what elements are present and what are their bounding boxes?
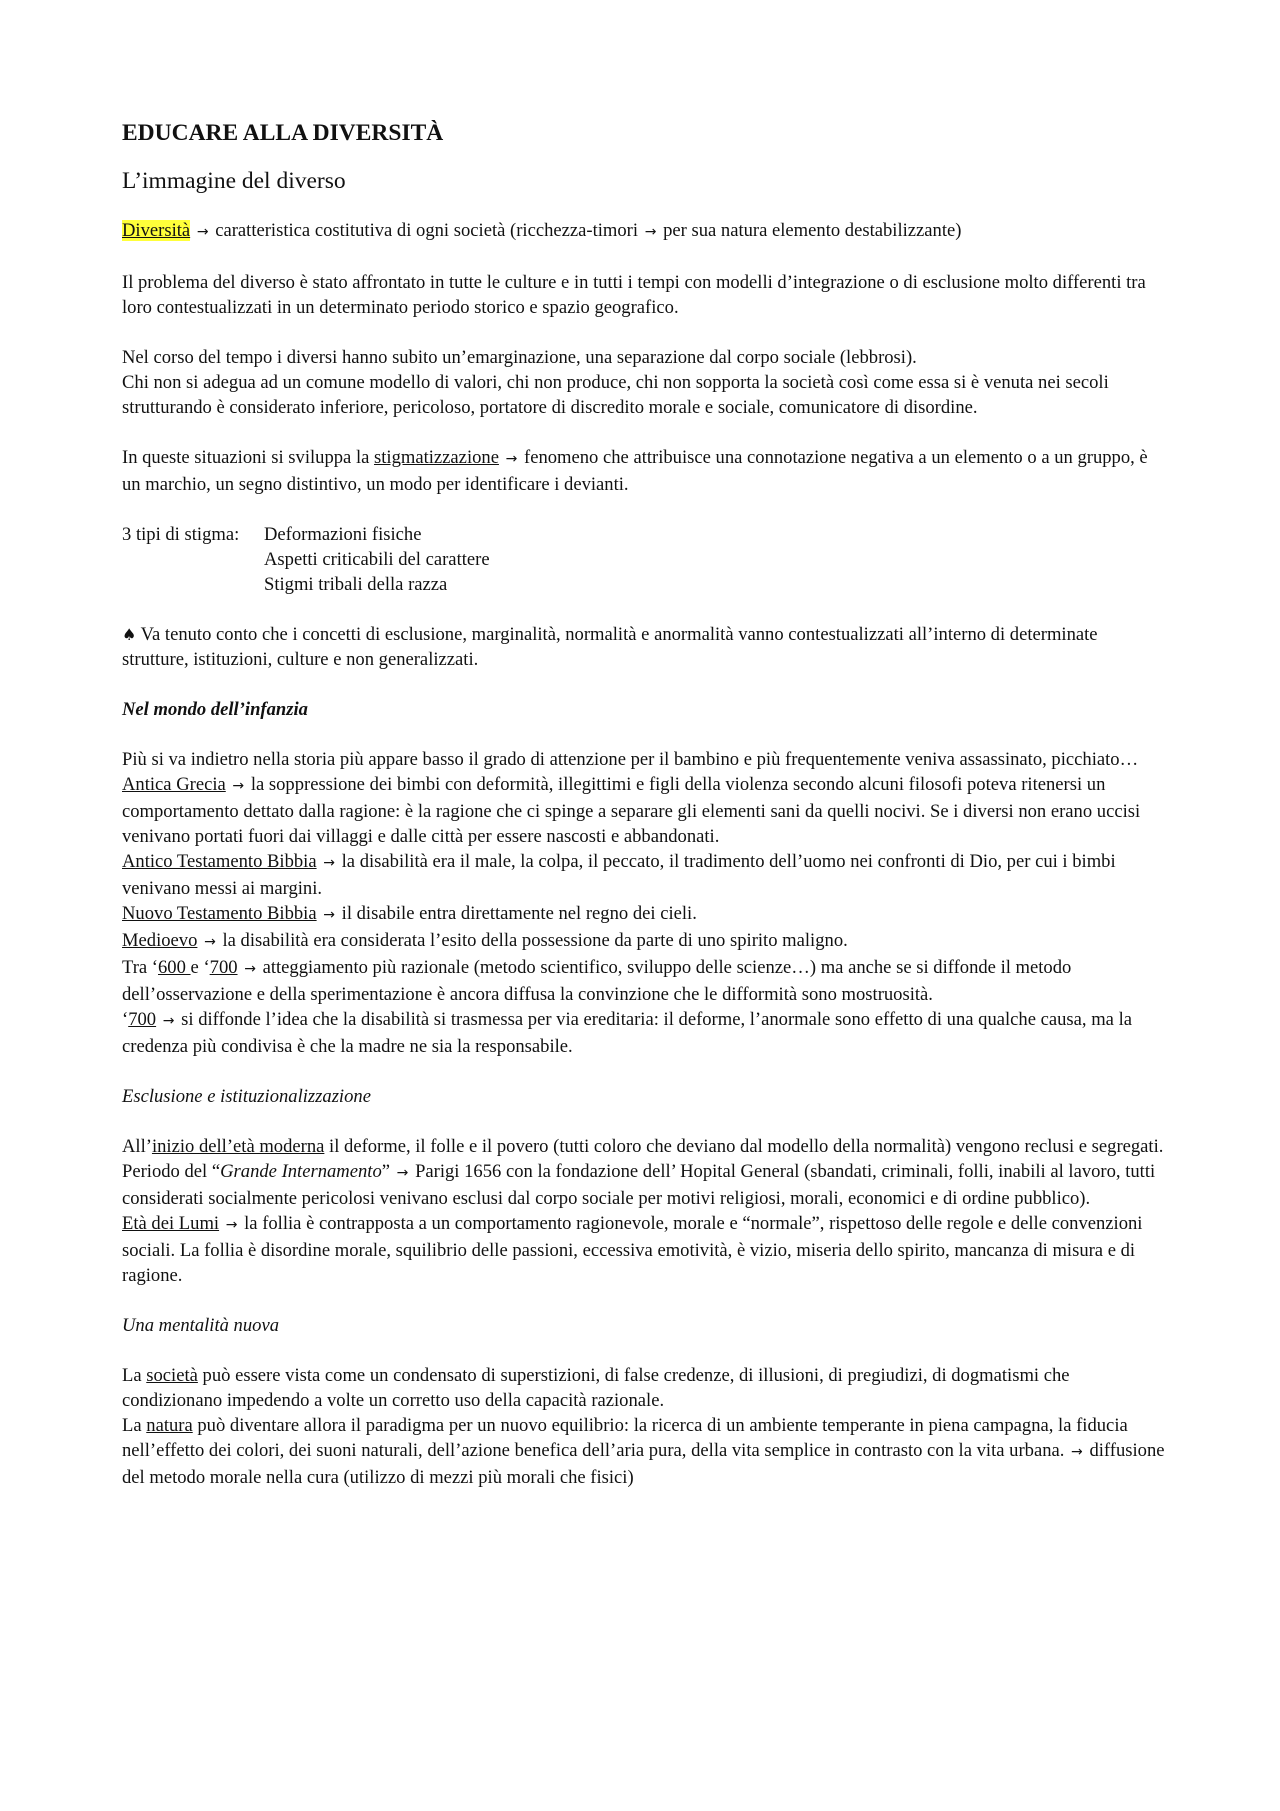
text: e ‘ bbox=[190, 957, 210, 978]
list-label: 3 tipi di stigma: bbox=[122, 524, 240, 545]
list-item-text: Stigmi tribali della razza bbox=[264, 574, 448, 595]
underlined-term: Età dei Lumi bbox=[122, 1213, 220, 1234]
text: diffusione del metodo morale nella cura (utilizzo di mezzi più morali che fisici) bbox=[122, 1440, 1165, 1488]
text: può diventare allora il paradigma per un nuovo equilibrio: la ricerca di un ambiente temperante in piena campagna, la fiducia nell’effetto dei colori, dei suoni naturali, dell’azione benefica dell’aria pura, della vita semplice in contrasto con la vita urbana. bbox=[122, 1415, 1128, 1461]
text: ” bbox=[381, 1161, 391, 1182]
arrow-icon: → bbox=[204, 934, 216, 950]
text-line bbox=[122, 1159, 1167, 1211]
text: per sua natura elemento destabilizzante) bbox=[663, 220, 962, 241]
arrow-icon: → bbox=[323, 855, 335, 871]
text: Va tenuto conto che i concetti di esclusione, marginalità, normalità e anormalità vanno contestualizzati all’interno di determinate strutture, istituzioni, culture e non generalizzati. bbox=[122, 624, 1098, 670]
text: Parigi 1656 con la fondazione dell’ Hopital General (sbandati, criminali, folli, inabili al lavoro, tutti considerati socialmente pericolosi venivano esclusi dal corpo sociale per motivi religiosi, morali, economici e di ordine pubblico). bbox=[122, 1161, 1156, 1209]
arrow-icon: → bbox=[232, 778, 245, 794]
text-line bbox=[122, 1363, 1167, 1413]
text: la soppressione dei bimbi con deformità, illegittimi e figli della violenza secondo alcuni filosofi poteva ritenersi un comportamento dettato dalla ragione: è la ragione che ci spinge a separare gli elementi sani da quelli nocivi. Se i diversi non erano uccisi venivano portati fuori dai villaggi e dalle città per essere nascosti e abbandonati. bbox=[122, 774, 1141, 847]
text: La bbox=[122, 1415, 147, 1436]
text: In queste situazioni si sviluppa la bbox=[122, 447, 370, 468]
underlined-term: società bbox=[146, 1365, 198, 1386]
arrow-icon: → bbox=[162, 1013, 175, 1029]
text: Periodo del “ bbox=[122, 1161, 221, 1182]
document-page bbox=[122, 118, 1167, 1515]
text-line bbox=[122, 1134, 1167, 1159]
text-line bbox=[122, 1007, 1167, 1059]
paragraph-problema: Il problema del diverso è stato affrontato in tutte le culture e in tutti i tempi con modelli d’integrazione o di esclusione molto differenti tra loro contestualizzati in un determinato periodo storico e spazio geografico. bbox=[122, 272, 1146, 318]
text-line: Chi non si adegua ad un comune modello di valori, chi non produce, chi non sopporta la società così come essa si è venuta nei secoli strutturando è considerato inferiore, pericoloso, portatore di discredito morale e sociale, comunicatore di disordine. bbox=[122, 372, 1109, 418]
paragraph-note bbox=[122, 622, 1167, 672]
paragraph-infanzia bbox=[122, 747, 1167, 1059]
paragraph-emarginazione bbox=[122, 345, 1167, 420]
text-line bbox=[122, 955, 1167, 1007]
stigma-list bbox=[122, 522, 1167, 597]
list-item-text: Aspetti criticabili del carattere bbox=[264, 549, 490, 570]
paragraph-esclusione bbox=[122, 1134, 1167, 1288]
arrow-icon: → bbox=[1071, 1444, 1083, 1460]
underlined-term: natura bbox=[146, 1415, 193, 1436]
arrow-icon: → bbox=[225, 1217, 238, 1233]
arrow-icon: → bbox=[323, 907, 335, 923]
list-item bbox=[122, 572, 1167, 597]
text-line bbox=[122, 1211, 1167, 1288]
text: All’ bbox=[122, 1136, 152, 1157]
underlined-term: Medioevo bbox=[122, 930, 198, 951]
text: la follia è contrapposta a un comportamento ragionevole, morale e “normale”, rispettoso delle regole e delle convenzioni sociali. La follia è disordine morale, squilibrio delle passioni, eccessiva emotività, è vizio, miseria dello spirito, mancanza di misura e di ragione. bbox=[122, 1213, 1143, 1286]
list-item bbox=[122, 522, 1167, 547]
text-line bbox=[122, 849, 1167, 901]
underlined-term: stigmatizzazione bbox=[374, 447, 499, 468]
underlined-term: 700 bbox=[209, 957, 238, 978]
text: può essere vista come un condensato di superstizioni, di false credenze, di illusioni, di pregiudizi, di dogmatismi che condizionano impedendo a volte un corretto uso della capacità razionale. bbox=[122, 1365, 1070, 1411]
arrow-icon: → bbox=[196, 224, 209, 240]
heading-esclusione: Esclusione e istituzionalizzazione bbox=[122, 1086, 371, 1107]
underlined-term: 700 bbox=[128, 1009, 157, 1030]
underlined-term: Nuovo Testamento Bibbia bbox=[122, 903, 317, 924]
text: la disabilità era il male, la colpa, il peccato, il tradimento dell’uomo nei confronti di Dio, per cui i bimbi venivano messi ai margini. bbox=[122, 851, 1116, 899]
text: fenomeno che attribuisce una connotazione negativa a un elemento o a un gruppo, è un marchio, un segno distintivo, un modo per identificare i devianti. bbox=[122, 447, 1148, 495]
paragraph-mentalita bbox=[122, 1363, 1167, 1490]
text: si diffonde l’idea che la disabilità si trasmessa per via ereditaria: il deforme, l’anormale sono effetto di una qualche causa, ma la credenza più condivisa è che la madre ne sia la responsabile. bbox=[122, 1009, 1132, 1057]
text: ‘ bbox=[122, 1009, 129, 1030]
text: La bbox=[122, 1365, 147, 1386]
arrow-icon: → bbox=[505, 451, 518, 467]
text-line bbox=[122, 772, 1167, 849]
text-line bbox=[122, 928, 1167, 955]
text-line bbox=[122, 1413, 1167, 1490]
list-item bbox=[122, 547, 1167, 572]
arrow-icon: → bbox=[396, 1165, 409, 1181]
text-line: Più si va indietro nella storia più appare basso il grado di attenzione per il bambino e più frequentemente veniva assassinato, picchiato… bbox=[122, 749, 1139, 770]
text-line bbox=[122, 901, 1167, 928]
document-title: EDUCARE ALLA DIVERSITÀ bbox=[122, 120, 444, 146]
list-item-text: Deformazioni fisiche bbox=[264, 524, 422, 545]
arrow-icon: → bbox=[244, 961, 256, 977]
text: caratteristica costitutiva di ogni società (ricchezza-timori bbox=[215, 220, 639, 241]
underlined-term: Antico Testamento Bibbia bbox=[122, 851, 317, 872]
text: il deforme, il folle e il povero (tutti coloro che deviano dal modello della normalità) vengono reclusi e segregati. bbox=[324, 1136, 1164, 1157]
arrow-icon: → bbox=[644, 224, 657, 240]
heading-mentalita: Una mentalità nuova bbox=[122, 1315, 279, 1336]
italic-term: Grande Internamento bbox=[220, 1161, 382, 1182]
text: atteggiamento più razionale (metodo scientifico, sviluppo delle scienze…) ma anche se si diffonde il metodo dell’osservazione e della sperimentazione è ancora diffusa la convinzione che le difformità sono mostruosità. bbox=[122, 957, 1072, 1005]
text: il disabile entra direttamente nel regno dei cieli. bbox=[341, 903, 697, 924]
heading-infanzia: Nel mondo dell’infanzia bbox=[122, 699, 308, 720]
text: la disabilità era considerata l’esito della possessione da parte di uno spirito maligno. bbox=[222, 930, 848, 951]
paragraph-stigmatizzazione bbox=[122, 445, 1167, 497]
paragraph-diversita bbox=[122, 218, 1167, 245]
section-title: L’immagine del diverso bbox=[122, 168, 346, 194]
text: Tra ‘ bbox=[122, 957, 158, 978]
underlined-term: Antica Grecia bbox=[122, 774, 226, 795]
text-line: Nel corso del tempo i diversi hanno subito un’emarginazione, una separazione dal corpo sociale (lebbrosi). bbox=[122, 347, 917, 368]
underlined-term: inizio dell’età moderna bbox=[151, 1136, 325, 1157]
highlighted-term-diversita: Diversità bbox=[122, 220, 191, 241]
spade-icon: ♠ bbox=[122, 625, 137, 644]
underlined-term: 600 bbox=[158, 957, 191, 978]
